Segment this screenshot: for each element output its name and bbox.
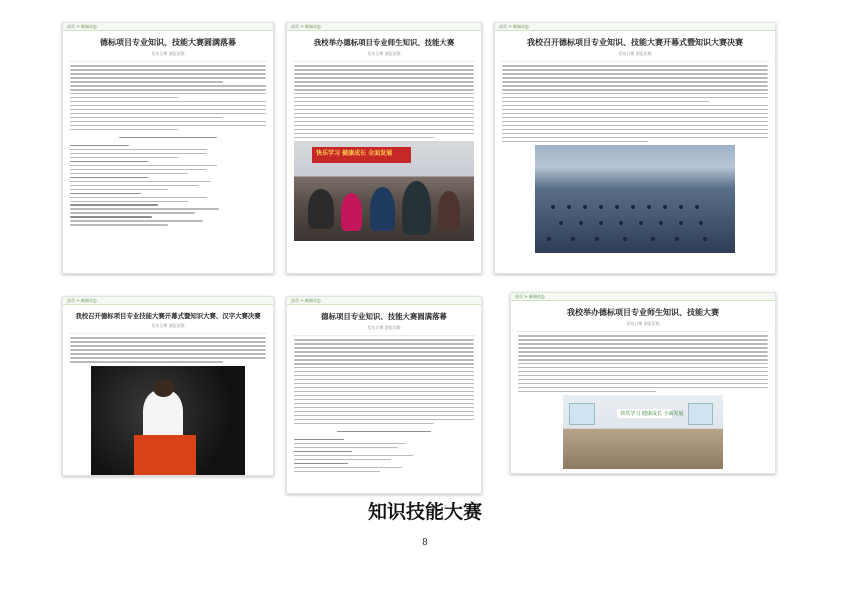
breadcrumb: 首页 > 新闻动态 — [63, 23, 273, 31]
breadcrumb: 首页 > 新闻动态 — [287, 23, 481, 31]
breadcrumb: 首页 > 新闻动态 — [63, 297, 273, 305]
photo-classroom — [294, 141, 474, 241]
article-card-5 — [286, 296, 482, 494]
article-meta: 发布日期 浏览次数 — [626, 321, 660, 326]
photo-speaker — [91, 366, 245, 477]
article-title: 我校举办德标项目专业师生知识、技能大赛 — [567, 308, 719, 317]
breadcrumb: 首页 > 新闻动态 — [511, 293, 775, 301]
article-card-4 — [62, 296, 274, 476]
photo-banner-text: 快乐学习 健康成长 全面发展 — [316, 150, 393, 158]
article-body-text — [495, 65, 775, 142]
article-card-6 — [510, 292, 776, 474]
article-body-text — [63, 337, 273, 363]
article-title: 我校举办德标项目专业师生知识、技能大赛 — [313, 38, 455, 47]
page-number: 8 — [422, 538, 428, 548]
article-title: 德标项目专业知识、技能大赛圆满落幕 — [321, 312, 447, 321]
article-body-text — [511, 335, 775, 392]
article-body-text — [287, 65, 481, 138]
article-card-1 — [62, 22, 274, 274]
article-meta: 发布日期 浏览次数 — [618, 51, 652, 56]
article-body-text — [287, 339, 481, 472]
article-meta: 发布日期 浏览次数 — [367, 51, 401, 56]
article-card-3 — [494, 22, 776, 274]
article-meta: 发布日期 浏览次数 — [151, 51, 185, 56]
photo-auditorium — [535, 145, 735, 253]
breadcrumb: 首页 > 新闻动态 — [495, 23, 775, 31]
breadcrumb: 首页 > 新闻动态 — [287, 297, 481, 305]
photo-classroom-windows — [563, 395, 723, 469]
page-caption: 知识技能大赛 — [367, 501, 482, 523]
article-title: 德标项目专业知识、技能大赛圆满落幕 — [100, 38, 236, 47]
article-meta: 发布日期 浏览次数 — [367, 325, 401, 330]
article-card-2 — [286, 22, 482, 274]
article-title: 我校召开德标项目专业技能大赛开幕式暨知识大赛、汉字大赛决赛 — [75, 312, 261, 320]
article-body-text — [63, 65, 273, 226]
article-meta: 发布日期 浏览次数 — [151, 323, 185, 328]
photo-banner-text: 快乐学习 健康成长 全面发展 — [620, 410, 684, 417]
article-title: 我校召开德标项目专业知识、技能大赛开幕式暨知识大赛决赛 — [527, 38, 743, 47]
